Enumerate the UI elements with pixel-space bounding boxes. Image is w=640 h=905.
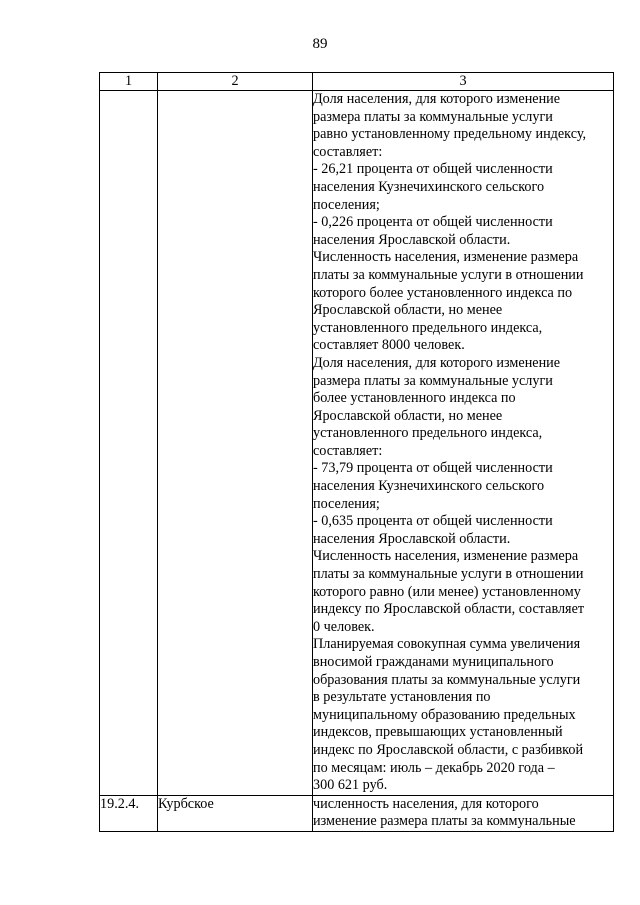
text-line: платы за коммунальные услуги в отношении [313, 266, 584, 283]
text-line: населения Ярославской области. [313, 530, 511, 547]
text-line: равно установленному предельному индексу, [313, 126, 587, 143]
page-number: 89 [312, 36, 328, 52]
text-line: установленного предельного индекса, [313, 319, 543, 336]
text-line: вносимой гражданами муниципального [313, 654, 554, 670]
text-line: которого равно (или менее) установленному [313, 583, 581, 600]
text-line: размера платы за коммунальные услуги [313, 108, 553, 125]
text-line: установленного предельного индекса, [313, 425, 543, 442]
text-line: индексов, превышающих установленный [313, 724, 563, 741]
text-line: индекс по Ярославской области, с разбивкой [313, 741, 584, 758]
text-line: по месяцам: июль – декабрь 2020 года – [313, 759, 555, 776]
text-line: размера платы за коммунальные услуги [313, 372, 553, 389]
text-line: составляет: [313, 143, 383, 160]
text-line: Планируемая совокупная сумма увеличения [313, 636, 581, 653]
text-line: - 0,226 процента от общей численности [313, 214, 553, 231]
row2-name-cell: Курбское [158, 795, 313, 831]
text-line: населения Ярославской области. [313, 231, 511, 248]
row1-number-cell [100, 91, 158, 796]
text-line: - 26,21 процента от общей численности [313, 161, 553, 178]
text-line: Численность населения, изменение размера [313, 249, 579, 266]
text-line: населения Кузнечихинского сельского [313, 478, 545, 495]
text-line: численность населения, для которого [313, 795, 539, 812]
text-line: населения Кузнечихинского сельского [313, 178, 545, 195]
text-line: образования платы за коммунальные услуги [313, 671, 581, 688]
text-line: в результате установления по [313, 689, 491, 706]
text-line: - 73,79 процента от общей численности [313, 460, 553, 477]
text-line: Доля населения, для которого изменение [313, 354, 561, 371]
text-line: 0 человек. [313, 618, 375, 635]
text-line: составляет 8000 человек. [313, 337, 465, 354]
row2-text-cell [313, 795, 614, 831]
text-line: индексу по Ярославской области, составляет [313, 601, 585, 618]
text-line: 300 621 руб. [313, 777, 388, 794]
row1-name-cell [158, 91, 313, 796]
row2-number-cell: 19.2.4. [100, 795, 158, 831]
text-line: составляет: [313, 442, 383, 459]
text-line: Ярославской области, но менее [313, 302, 503, 319]
table-header-row [100, 73, 614, 91]
header-col-2: 2 [158, 73, 313, 91]
text-line: поселения; [313, 196, 380, 213]
table-row [100, 91, 614, 796]
table-row [100, 795, 614, 831]
text-line: - 0,635 процента от общей численности [313, 513, 553, 530]
data-table [99, 72, 614, 832]
header-col-1: 1 [100, 73, 158, 91]
text-line: изменение размера платы за коммунальные [313, 813, 576, 830]
header-col-3: 3 [313, 73, 614, 91]
text-line: платы за коммунальные услуги в отношении [313, 566, 584, 583]
row1-text-cell [313, 91, 614, 796]
text-line: муниципальному образованию предельных [313, 706, 576, 723]
text-line: поселения; [313, 495, 380, 512]
text-line: более установленного индекса по [313, 390, 516, 407]
text-line: Численность населения, изменение размера [313, 548, 579, 565]
text-line: Доля населения, для которого изменение [313, 91, 561, 107]
text-line: которого более установленного индекса по [313, 284, 573, 301]
text-line: Ярославской области, но менее [313, 407, 503, 424]
